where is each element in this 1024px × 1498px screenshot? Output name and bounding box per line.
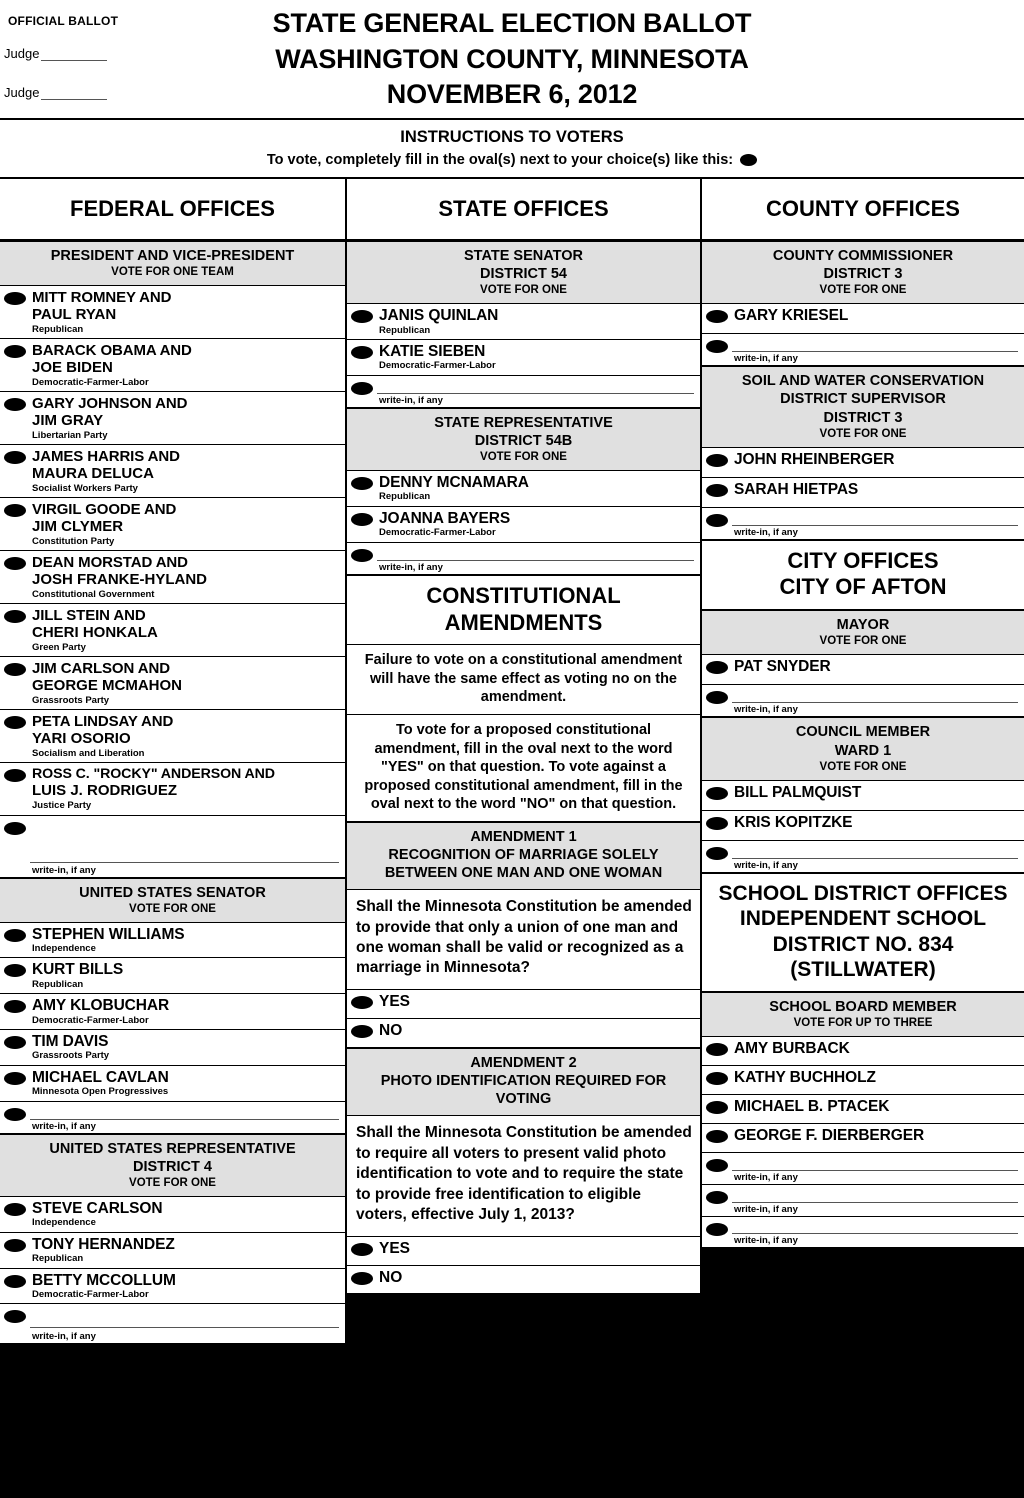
- candidate-party: Republican: [379, 324, 431, 336]
- write-in-row[interactable]: [0, 816, 345, 878]
- amendment-title-line2: VOTING: [495, 1091, 552, 1108]
- candidate-row[interactable]: [0, 1233, 345, 1269]
- candidate-name-line1: JIM CARLSON AND: [32, 660, 170, 678]
- vote-oval-icon[interactable]: [351, 513, 373, 526]
- contest-vote-for: VOTE FOR ONE: [819, 760, 907, 773]
- candidate-party: Constitution Party: [32, 535, 115, 547]
- vote-oval-icon[interactable]: [706, 1101, 728, 1114]
- candidate-name-line1: JAMES HARRIS AND: [32, 448, 180, 466]
- candidate-list-mayor: [702, 655, 1024, 717]
- write-in-line[interactable]: [30, 862, 339, 863]
- write-in-line[interactable]: [732, 1233, 1018, 1234]
- candidate-row[interactable]: [0, 551, 345, 604]
- contest-header-mayor: [702, 610, 1024, 655]
- candidate-name-line1: STEVE CARLSON: [32, 1199, 163, 1217]
- candidate-name-line1: MICHAEL CAVLAN: [32, 1068, 169, 1086]
- candidate-name-line1: PETA LINDSAY AND: [32, 713, 174, 731]
- candidate-party: Green Party: [32, 641, 86, 653]
- contest-office-title: MAYOR: [836, 617, 890, 634]
- candidate-party: Democratic-Farmer-Labor: [32, 376, 149, 388]
- judge-signature-line-2: [4, 85, 107, 100]
- candidate-row[interactable]: [702, 478, 1024, 508]
- contest-office-title: PRESIDENT AND VICE-PRESIDENT: [50, 248, 295, 264]
- vote-oval-icon[interactable]: [4, 822, 26, 835]
- candidate-list-soil-water-supervisor: [702, 448, 1024, 540]
- contest-header-president: [0, 241, 345, 286]
- amendment-note-1: Failure to vote on a constitutional amendment will have the same effect as voting no on the amendment.: [347, 645, 700, 715]
- amendment-yes-label: YES: [379, 1239, 411, 1257]
- candidate-party: Democratic-Farmer-Labor: [32, 1014, 149, 1026]
- vote-oval-icon[interactable]: [706, 661, 728, 674]
- candidate-name-line1: JANIS QUINLAN: [379, 307, 499, 325]
- candidate-name-line1: BILL PALMQUIST: [734, 783, 862, 801]
- candidate-row[interactable]: [702, 448, 1024, 478]
- candidate-row[interactable]: [0, 923, 345, 959]
- vote-oval-icon[interactable]: [4, 964, 26, 977]
- city-offices-banner: [702, 540, 1024, 611]
- write-in-label: write-in, if any: [734, 704, 798, 716]
- judge-label-1: Judge: [4, 46, 40, 61]
- write-in-label: write-in, if any: [734, 1235, 798, 1247]
- vote-oval-icon[interactable]: [4, 1203, 26, 1216]
- candidate-row[interactable]: [702, 1066, 1024, 1095]
- write-in-row[interactable]: [702, 841, 1024, 873]
- column-heading-county: COUNTY OFFICES: [702, 179, 1024, 241]
- write-in-label: write-in, if any: [32, 1331, 96, 1343]
- contest-header-state-representative: [347, 408, 700, 471]
- candidate-name-line1: JOANNA BAYERS: [379, 509, 511, 527]
- candidate-row[interactable]: [0, 286, 345, 339]
- candidate-party: Minnesota Open Progressives: [32, 1086, 169, 1098]
- write-in-row[interactable]: [702, 1185, 1024, 1217]
- candidate-row[interactable]: [702, 1095, 1024, 1124]
- amendment-title-line2: BETWEEN ONE MAN AND ONE WOMAN: [384, 864, 663, 881]
- contest-district: DISTRICT 3: [823, 266, 903, 283]
- contest-header-amendment-1: [347, 822, 700, 890]
- banner-line-2: CITY OF AFTON: [779, 574, 947, 600]
- contest-district: DISTRICT 4: [133, 1158, 212, 1175]
- candidate-name-line1: TIM DAVIS: [32, 1033, 109, 1051]
- vote-oval-icon[interactable]: [4, 769, 26, 782]
- vote-oval-icon[interactable]: [4, 1036, 26, 1049]
- candidate-party: Grassroots Party: [32, 694, 110, 706]
- column-state-offices: [347, 179, 702, 1295]
- vote-oval-icon[interactable]: [4, 1310, 26, 1323]
- vote-oval-icon[interactable]: [4, 1072, 26, 1085]
- candidate-row[interactable]: [0, 763, 345, 815]
- write-in-line[interactable]: [732, 858, 1018, 859]
- candidate-name-line2: CHERI HONKALA: [32, 624, 158, 642]
- candidate-list-state-representative: [347, 471, 700, 575]
- amendment-no-label: NO: [379, 1021, 403, 1039]
- candidate-list-county-commissioner: [702, 304, 1024, 366]
- contest-office-title: COUNCIL MEMBER: [795, 724, 931, 741]
- candidate-name-line1: BARACK OBAMA AND: [32, 342, 192, 360]
- contest-district: WARD 1: [834, 742, 892, 759]
- amendment-question: Shall the Minnesota Constitution be amended to require all voters to present valid photo identification to vote and to require the state to provide free identification to eligible voters, effective July 1, 2013?: [347, 1116, 700, 1236]
- candidate-row[interactable]: [702, 781, 1024, 811]
- contest-district: DISTRICT 3: [823, 409, 903, 426]
- candidate-name-line1: GARY KRIESEL: [734, 307, 849, 325]
- contest-header-school-board-member: [702, 992, 1024, 1037]
- candidate-party: Republican: [32, 978, 84, 990]
- write-in-label: write-in, if any: [734, 859, 798, 871]
- contest-vote-for: VOTE FOR ONE: [129, 1176, 216, 1189]
- ballot-columns: [0, 179, 1024, 1344]
- judge-label-2: Judge: [4, 85, 40, 100]
- contest-district: DISTRICT 54: [479, 266, 567, 283]
- contest-office-title: STATE REPRESENTATIVE: [434, 414, 613, 431]
- candidate-row[interactable]: [0, 1030, 345, 1066]
- write-in-label: write-in, if any: [379, 394, 443, 406]
- candidate-row[interactable]: [702, 304, 1024, 334]
- judge-blank-line-1[interactable]: [41, 50, 107, 61]
- write-in-line[interactable]: [30, 1119, 339, 1120]
- column-heading-federal: FEDERAL OFFICES: [0, 179, 345, 241]
- candidate-name-line1: GARY JOHNSON AND: [32, 395, 188, 413]
- write-in-row[interactable]: [702, 1153, 1024, 1185]
- vote-oval-icon[interactable]: [706, 454, 728, 467]
- vote-oval-icon[interactable]: [4, 1000, 26, 1013]
- amendment-title-line1: RECOGNITION OF MARRIAGE SOLELY: [388, 846, 659, 863]
- candidate-list-president: [0, 286, 345, 877]
- instructions-title: INSTRUCTIONS TO VOTERS: [400, 128, 624, 146]
- candidate-row[interactable]: [347, 304, 700, 340]
- amendment-question: Shall the Minnesota Constitution be amended to provide that only a union of one man and one woman shall be valid or recognized as a marriage in Minnesota?: [347, 890, 700, 990]
- vote-oval-icon[interactable]: [706, 340, 728, 353]
- contest-header-soil-water-supervisor: [702, 366, 1024, 447]
- banner-line-4: (STILLWATER): [790, 958, 936, 982]
- amendment-no-row[interactable]: [347, 1019, 700, 1048]
- contest-office-title: COUNTY COMMISSIONER: [772, 248, 954, 264]
- candidate-row[interactable]: [702, 1037, 1024, 1066]
- vote-oval-icon[interactable]: [706, 787, 728, 800]
- write-in-row[interactable]: [347, 376, 700, 408]
- contest-office-title: UNITED STATES REPRESENTATIVE: [49, 1140, 296, 1157]
- candidate-row[interactable]: [347, 340, 700, 376]
- vote-oval-icon[interactable]: [706, 817, 728, 830]
- write-in-line[interactable]: [30, 1327, 339, 1328]
- vote-oval-icon[interactable]: [706, 847, 728, 860]
- candidate-party: Democratic-Farmer-Labor: [379, 527, 496, 539]
- judge-blank-line-2[interactable]: [41, 89, 107, 100]
- amendment-title-line1: PHOTO IDENTIFICATION REQUIRED FOR: [380, 1073, 667, 1090]
- vote-oval-icon[interactable]: [351, 549, 373, 562]
- vote-oval-icon[interactable]: [4, 1108, 26, 1121]
- write-in-line[interactable]: [377, 393, 694, 394]
- judge-signature-line-1: [4, 46, 107, 61]
- vote-oval-icon[interactable]: [4, 345, 26, 358]
- contest-office-title: UNITED STATES SENATOR: [79, 884, 266, 901]
- amendment-no-row[interactable]: [347, 1266, 700, 1295]
- candidate-name-line1: JILL STEIN AND: [32, 607, 146, 625]
- write-in-row[interactable]: [702, 1217, 1024, 1249]
- candidate-party: Justice Party: [32, 800, 92, 812]
- candidate-row[interactable]: [702, 811, 1024, 841]
- write-in-label: write-in, if any: [32, 1120, 96, 1132]
- write-in-row[interactable]: [347, 543, 700, 575]
- candidate-name-line2: PAUL RYAN: [32, 305, 117, 323]
- candidate-name-line2: GEORGE MCMAHON: [32, 677, 182, 695]
- candidate-row[interactable]: [0, 339, 345, 392]
- write-in-label: write-in, if any: [379, 561, 443, 573]
- candidate-list-council-member: [702, 781, 1024, 873]
- candidate-name-line1: JOHN RHEINBERGER: [734, 450, 895, 468]
- candidate-row[interactable]: [702, 1124, 1024, 1153]
- filled-oval-icon: [740, 154, 757, 166]
- contest-office-title: SOIL AND WATER CONSERVATION: [741, 373, 985, 390]
- vote-oval-icon[interactable]: [706, 1191, 728, 1204]
- candidate-row[interactable]: [347, 507, 700, 543]
- amendment-no-label: NO: [379, 1268, 403, 1286]
- vote-oval-icon[interactable]: [351, 1243, 373, 1256]
- vote-oval-icon[interactable]: [4, 610, 26, 623]
- contest-vote-for: VOTE FOR ONE: [480, 451, 567, 464]
- contest-vote-for: VOTE FOR ONE TEAM: [111, 266, 234, 279]
- candidate-row[interactable]: [0, 445, 345, 498]
- contest-vote-for: VOTE FOR ONE: [819, 284, 907, 297]
- candidate-party: Independence: [32, 1217, 96, 1229]
- candidate-name-line2: YARI OSORIO: [32, 730, 131, 748]
- contest-header-amendment-2: [347, 1048, 700, 1116]
- candidate-row[interactable]: [0, 657, 345, 710]
- instructions-text-row: [0, 152, 1024, 168]
- candidate-row[interactable]: [0, 1269, 345, 1305]
- write-in-line[interactable]: [732, 351, 1018, 352]
- vote-oval-icon[interactable]: [706, 1043, 728, 1056]
- candidate-row[interactable]: [0, 958, 345, 994]
- vote-oval-icon[interactable]: [351, 1025, 373, 1038]
- amendment-yes-row[interactable]: [347, 1237, 700, 1266]
- banner-line-1: SCHOOL DISTRICT OFFICES: [718, 881, 1008, 905]
- candidate-party: Grassroots Party: [32, 1050, 110, 1062]
- vote-oval-icon[interactable]: [4, 557, 26, 570]
- candidate-name-line1: TONY HERNANDEZ: [32, 1235, 175, 1253]
- candidate-row[interactable]: [702, 655, 1024, 685]
- amendment-yes-row[interactable]: [347, 990, 700, 1019]
- candidate-name-line1: BETTY MCCOLLUM: [32, 1271, 176, 1289]
- vote-oval-icon[interactable]: [4, 716, 26, 729]
- candidate-name-line1: KATIE SIEBEN: [379, 343, 486, 361]
- contest-office-title: SCHOOL BOARD MEMBER: [769, 999, 957, 1016]
- candidate-row[interactable]: [0, 498, 345, 551]
- vote-oval-icon[interactable]: [706, 1159, 728, 1172]
- ballot-header: [0, 0, 1024, 120]
- candidate-party: Socialism and Liberation: [32, 747, 145, 759]
- vote-oval-icon[interactable]: [351, 477, 373, 490]
- vote-oval-icon[interactable]: [706, 1223, 728, 1236]
- column-county-offices: [702, 179, 1024, 1249]
- write-in-label: write-in, if any: [734, 353, 798, 365]
- candidate-name-line1: KURT BILLS: [32, 961, 124, 979]
- candidate-name-line1: VIRGIL GOODE AND: [32, 501, 177, 519]
- vote-oval-icon[interactable]: [4, 451, 26, 464]
- vote-oval-icon[interactable]: [351, 382, 373, 395]
- vote-oval-icon[interactable]: [706, 310, 728, 323]
- contest-header-state-senator: [347, 241, 700, 304]
- candidate-party: Republican: [379, 491, 431, 503]
- vote-oval-icon[interactable]: [706, 514, 728, 527]
- banner-line-3: DISTRICT NO. 834: [772, 932, 954, 956]
- candidate-party: Democratic-Farmer-Labor: [379, 360, 496, 372]
- ballot-title-line-1: STATE GENERAL ELECTION BALLOT: [272, 8, 752, 38]
- banner-line-2: AMENDMENTS: [444, 609, 603, 635]
- constitutional-amendments-banner: [347, 575, 700, 646]
- candidate-name-line2: JIM CLYMER: [32, 518, 124, 536]
- vote-oval-icon[interactable]: [351, 996, 373, 1009]
- vote-oval-icon[interactable]: [351, 346, 373, 359]
- candidate-name-line1: ROSS C. "ROCKY" ANDERSON AND: [32, 766, 275, 783]
- write-in-label: write-in, if any: [734, 1172, 798, 1184]
- vote-oval-icon[interactable]: [706, 1072, 728, 1085]
- candidate-name-line1: MITT ROMNEY AND: [32, 289, 172, 307]
- instructions-block: [0, 120, 1024, 179]
- contest-header-us-senator: [0, 878, 345, 923]
- amendment-number: AMENDMENT 2: [470, 1054, 577, 1071]
- candidate-party: Republican: [32, 1253, 84, 1265]
- vote-oval-icon[interactable]: [4, 504, 26, 517]
- write-in-row[interactable]: [0, 1304, 345, 1344]
- vote-oval-icon[interactable]: [351, 1272, 373, 1285]
- write-in-line[interactable]: [732, 1202, 1018, 1203]
- candidate-list-us-senator: [0, 923, 345, 1134]
- amendment-number: AMENDMENT 1: [470, 828, 577, 845]
- candidate-name-line1: DENNY MCNAMARA: [379, 474, 529, 492]
- ballot-title-line-2: WASHINGTON COUNTY, MINNESOTA: [275, 43, 749, 74]
- candidate-party: Libertarian Party: [32, 429, 108, 441]
- contest-district: DISTRICT 54B: [474, 432, 573, 449]
- vote-oval-icon[interactable]: [4, 398, 26, 411]
- candidate-party: Democratic-Farmer-Labor: [32, 1288, 149, 1300]
- candidate-row[interactable]: [0, 710, 345, 763]
- candidate-name-line1: KATHY BUCHHOLZ: [734, 1069, 876, 1087]
- candidate-party: Socialist Workers Party: [32, 482, 138, 494]
- candidate-list-us-representative: [0, 1197, 345, 1344]
- candidate-name-line1: PAT SNYDER: [734, 658, 831, 676]
- candidate-name-line2: JOSH FRANKE-HYLAND: [32, 571, 208, 589]
- contest-office-title: STATE SENATOR: [464, 248, 583, 264]
- candidate-party: Republican: [32, 323, 84, 335]
- instructions-text: To vote, completely fill in the oval(s) next to your choice(s) like this:: [266, 152, 734, 168]
- vote-oval-icon[interactable]: [706, 484, 728, 497]
- write-in-row[interactable]: [702, 334, 1024, 366]
- official-ballot-label: OFFICIAL BALLOT: [8, 14, 119, 28]
- write-in-label: write-in, if any: [734, 526, 798, 538]
- write-in-row[interactable]: [702, 508, 1024, 540]
- write-in-line[interactable]: [732, 702, 1018, 703]
- amendment-note-2: To vote for a proposed constitutional amendment, fill in the oval next to the word "YES" on that question. To vote against a proposed constitutional amendment, fill in the oval next to the word "NO" on that question.: [347, 715, 700, 822]
- write-in-row[interactable]: [0, 1102, 345, 1134]
- banner-line-1: CONSTITUTIONAL: [426, 582, 621, 608]
- contest-vote-for: VOTE FOR ONE: [129, 902, 216, 915]
- vote-oval-icon[interactable]: [4, 292, 26, 305]
- candidate-name-line1: SARAH HIETPAS: [734, 480, 859, 498]
- candidate-row[interactable]: [0, 1066, 345, 1102]
- ballot-title-line-3: NOVEMBER 6, 2012: [386, 79, 638, 110]
- write-in-line[interactable]: [377, 560, 694, 561]
- contest-vote-for: VOTE FOR ONE: [480, 284, 567, 297]
- candidate-name-line1: AMY BURBACK: [734, 1040, 850, 1058]
- contest-header-county-commissioner: [702, 241, 1024, 304]
- contest-header-council-member: [702, 717, 1024, 780]
- candidate-list-school-board-member: [702, 1037, 1024, 1249]
- candidate-name-line2: MAURA DELUCA: [32, 465, 154, 483]
- candidate-row[interactable]: [0, 392, 345, 445]
- vote-oval-icon[interactable]: [4, 1275, 26, 1288]
- candidate-party: Constitutional Government: [32, 588, 155, 600]
- candidate-name-line1: STEPHEN WILLIAMS: [32, 925, 185, 943]
- candidate-name-line1: KRIS KOPITZKE: [734, 813, 853, 831]
- contest-vote-for: VOTE FOR ONE: [819, 635, 907, 648]
- candidate-name-line2: LUIS J. RODRIGUEZ: [32, 782, 178, 800]
- vote-oval-icon[interactable]: [4, 1239, 26, 1252]
- vote-oval-icon[interactable]: [706, 691, 728, 704]
- amendment-yes-label: YES: [379, 992, 411, 1010]
- candidate-name-line1: GEORGE F. DIERBERGER: [734, 1127, 925, 1145]
- contest-vote-for: VOTE FOR ONE: [819, 427, 907, 440]
- candidate-name-line1: DEAN MORSTAD AND: [32, 554, 188, 572]
- school-district-offices-banner: [702, 873, 1024, 992]
- candidate-row[interactable]: [0, 604, 345, 657]
- column-heading-state: STATE OFFICES: [347, 179, 700, 241]
- write-in-label: write-in, if any: [32, 864, 96, 876]
- candidate-row[interactable]: [0, 994, 345, 1030]
- candidate-row[interactable]: [0, 1197, 345, 1233]
- candidate-name-line2: JIM GRAY: [32, 411, 104, 429]
- column-federal-offices: [0, 179, 347, 1344]
- candidate-name-line1: AMY KLOBUCHAR: [32, 997, 170, 1015]
- write-in-label: write-in, if any: [734, 1204, 798, 1216]
- write-in-line[interactable]: [732, 525, 1018, 526]
- write-in-line[interactable]: [732, 1170, 1018, 1171]
- candidate-name-line1: MICHAEL B. PTACEK: [734, 1098, 890, 1116]
- banner-line-1: CITY OFFICES: [787, 547, 939, 573]
- write-in-row[interactable]: [702, 685, 1024, 717]
- contest-office-title-line2: DISTRICT SUPERVISOR: [780, 391, 946, 408]
- banner-line-2: INDEPENDENT SCHOOL: [739, 907, 987, 931]
- vote-oval-icon[interactable]: [706, 1130, 728, 1143]
- vote-oval-icon[interactable]: [4, 663, 26, 676]
- contest-vote-for: VOTE FOR UP TO THREE: [793, 1017, 933, 1030]
- candidate-row[interactable]: [347, 471, 700, 507]
- candidate-list-state-senator: [347, 304, 700, 408]
- contest-header-us-representative: [0, 1134, 345, 1197]
- candidate-party: Independence: [32, 943, 96, 955]
- candidate-name-line2: JOE BIDEN: [32, 358, 113, 376]
- vote-oval-icon[interactable]: [351, 310, 373, 323]
- ballot-title: [0, 0, 1024, 113]
- vote-oval-icon[interactable]: [4, 929, 26, 942]
